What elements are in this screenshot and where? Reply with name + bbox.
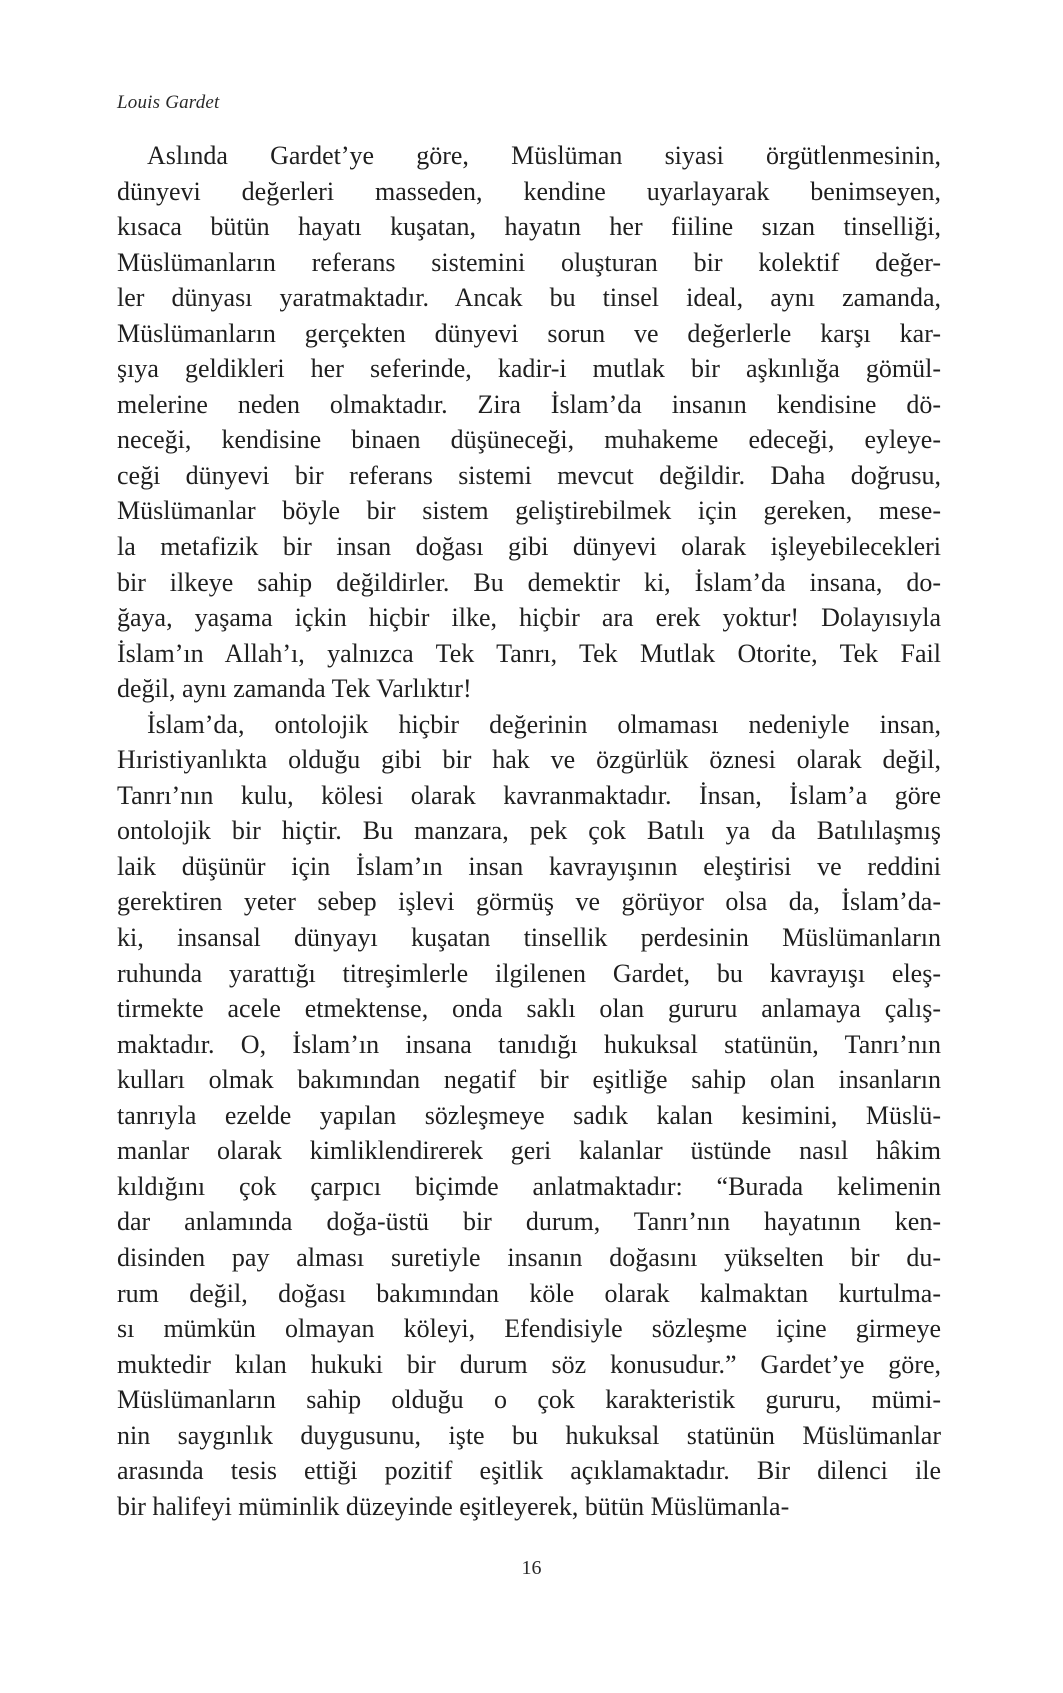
text-line: ki, insansal dünyayı kuşatan tinsellik perdesinin Müslümanların <box>117 923 941 953</box>
text-line: Hıristiyanlıkta olduğu gibi bir hak ve özgürlük öznesi olarak değil, <box>117 745 941 775</box>
paragraph <box>117 707 941 1525</box>
text-line: ğaya, yaşama içkin hiçbir ilke, hiçbir ara erek yoktur! Dolayısıyla <box>117 603 941 633</box>
text-line: tirmekte acele etmektense, onda saklı olan gururu anlamaya çalış- <box>117 994 941 1024</box>
text-line: ruhunda yarattığı titreşimlerle ilgilenen Gardet, bu kavrayışı eleş- <box>117 958 941 988</box>
text-line: maktadır. O, İslam’ın insana tanıdığı hukuksal statünün, Tanrı’nın <box>117 1029 941 1059</box>
text-line: bir ilkeye sahip değildirler. Bu demektir ki, İslam’da insana, do- <box>117 567 941 597</box>
text-line: ceği dünyevi bir referans sistemi mevcut değildir. Daha doğrusu, <box>117 460 941 490</box>
text-line: dünyevi değerleri masseden, kendine uyarlayarak benimseyen, <box>117 176 941 206</box>
text-line: Aslında Gardet’ye göre, Müslüman siyasi örgütlenmesinin, <box>147 141 941 170</box>
body-text <box>117 138 941 1524</box>
text-line: Müslümanların referans sistemini oluşturan bir kolektif değer- <box>117 247 941 277</box>
text-line: Müslümanların sahip olduğu o çok karakteristik gururu, mümi- <box>117 1385 941 1415</box>
text-line: Müslümanlar böyle bir sistem geliştirebilmek için gereken, mese- <box>117 496 941 526</box>
text-line: tanrıyla ezelde yapılan sözleşmeye sadık kalan kesimini, Müslü- <box>117 1100 941 1130</box>
text-line: kısaca bütün hayatı kuşatan, hayatın her fiiline sızan tinselliği, <box>117 212 941 242</box>
text-line: rum değil, doğası bakımından köle olarak kalmaktan kurtulma- <box>117 1278 941 1308</box>
text-line: nin saygınlık duygusunu, işte bu hukuksal statünün Müslümanlar <box>117 1420 941 1450</box>
text-line: sı mümkün olmayan köleyi, Efendisiyle sözleşme içine girmeye <box>117 1314 941 1344</box>
text-line: değil, aynı zamanda Tek Varlıktır! <box>117 674 472 704</box>
text-line: arasında tesis ettiği pozitif eşitlik açıklamaktadır. Bir dilenci ile <box>117 1456 941 1486</box>
text-line: la metafizik bir insan doğası gibi dünyevi olarak işleyebilecekleri <box>117 532 941 562</box>
text-line: dar anlamında doğa-üstü bir durum, Tanrı’nın hayatının ken- <box>117 1207 941 1237</box>
text-line: kulları olmak bakımından negatif bir eşitliğe sahip olan insanların <box>117 1065 941 1095</box>
text-line: İslam’da, ontolojik hiçbir değerinin olmaması nedeniyle insan, <box>147 709 941 739</box>
text-line: melerine neden olmaktadır. Zira İslam’da insanın kendisine dö- <box>117 389 941 419</box>
text-line: kıldığını çok çarpıcı biçimde anlatmaktadır: “Burada kelimenin <box>117 1171 941 1201</box>
text-line: neceği, kendisine binaen düşüneceği, muhakeme edeceği, eyleye- <box>117 425 941 455</box>
text-line: şıya geldikleri her seferinde, kadir-i mutlak bir aşkınlığa gömül- <box>117 354 941 384</box>
text-line: gerektiren yeter sebep işlevi görmüş ve görüyor olsa da, İslam’da- <box>117 887 941 917</box>
running-head: Louis Gardet <box>117 92 220 113</box>
text-line: laik düşünür için İslam’ın insan kavrayışının eleştirisi ve reddini <box>117 851 941 881</box>
text-line: muktedir kılan hukuki bir durum söz konusudur.” Gardet’ye göre, <box>117 1349 941 1379</box>
text-line: İslam’ın Allah’ı, yalnızca Tek Tanrı, Tek Mutlak Otorite, Tek Fail <box>117 638 941 668</box>
text-line: Müslümanların gerçekten dünyevi sorun ve değerlerle karşı kar- <box>117 318 941 348</box>
text-line: manlar olarak kimliklendirerek geri kalanlar üstünde nasıl hâkim <box>117 1136 941 1166</box>
text-line: bir halifeyi müminlik düzeyinde eşitleyerek, bütün Müslümanla- <box>117 1491 790 1521</box>
text-line: ontolojik bir hiçtir. Bu manzara, pek çok Batılı ya da Batılılaşmış <box>117 816 941 846</box>
paragraph <box>117 138 941 707</box>
text-line: disinden pay alması suretiyle insanın doğasını yükselten bir du- <box>117 1242 941 1272</box>
page-number: 16 <box>521 1557 542 1579</box>
text-line: ler dünyası yaratmaktadır. Ancak bu tinsel ideal, aynı zamanda, <box>117 283 941 313</box>
text-line: Tanrı’nın kulu, kölesi olarak kavranmaktadır. İnsan, İslam’a göre <box>117 780 941 810</box>
